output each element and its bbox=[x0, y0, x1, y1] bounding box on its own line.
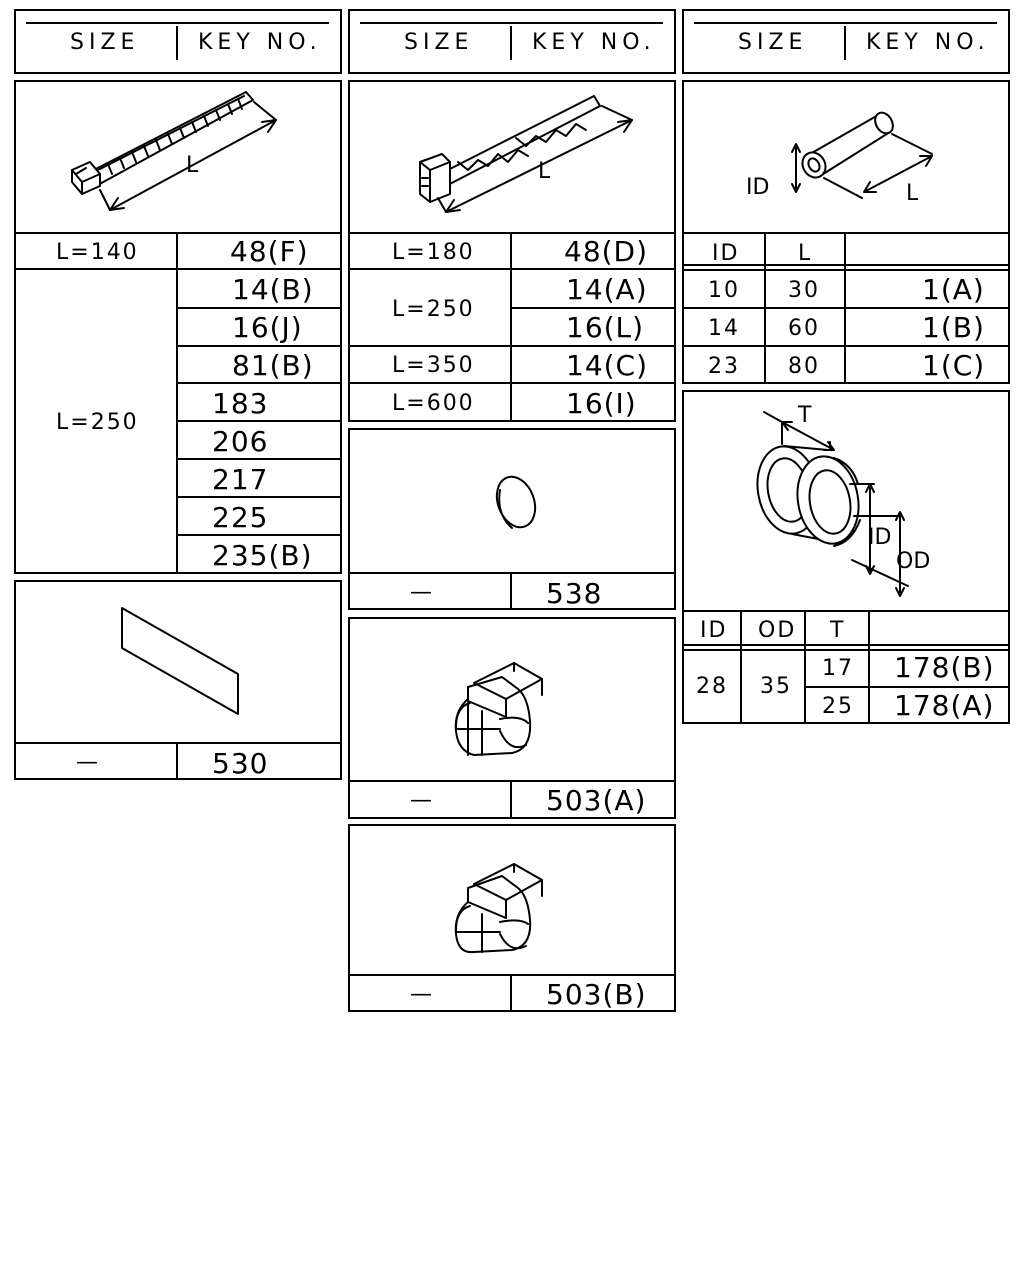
col2-key-14c: 14(C) bbox=[566, 349, 649, 382]
col2-cap-size: — bbox=[410, 580, 434, 605]
col3-grommet-od-label: OD bbox=[896, 549, 931, 574]
col2-clip-a-rule bbox=[348, 780, 676, 782]
col1-row-rule-2 bbox=[176, 307, 342, 309]
col2-table-divider bbox=[510, 232, 512, 422]
col2-key-16i: 16(I) bbox=[566, 387, 637, 420]
col1-table-divider bbox=[176, 232, 178, 574]
col1-key: 16(J) bbox=[232, 311, 303, 344]
col2-key-503a: 503(A) bbox=[546, 784, 647, 817]
col2-size-l600: L=600 bbox=[392, 391, 475, 416]
col1-row-rule-6 bbox=[176, 458, 342, 460]
col2-key: 14(A) bbox=[566, 273, 648, 306]
col1-key: 217 bbox=[212, 463, 269, 496]
col1-size-l140: L=140 bbox=[56, 240, 139, 265]
col2-row-rule-3 bbox=[348, 345, 676, 347]
col1-key-48f: 48(F) bbox=[230, 235, 309, 268]
col3-tube-rule-4 bbox=[682, 345, 1010, 347]
col3-grommet-t: 25 bbox=[822, 694, 854, 719]
col3-tube-l: 60 bbox=[788, 316, 820, 341]
col2-clip-b-rule bbox=[348, 974, 676, 976]
col1-tie-length-label: L bbox=[186, 153, 199, 178]
col1-row-rule-1 bbox=[14, 268, 342, 270]
col3-tube-key: 1(B) bbox=[922, 311, 985, 344]
col2-size-l350: L=350 bbox=[392, 353, 475, 378]
col3-tube-id-label: ID bbox=[746, 175, 770, 200]
col3-grommet-key: 178(A) bbox=[894, 689, 995, 722]
col2-row-rule-4 bbox=[348, 382, 676, 384]
col1-size-header: SIZE bbox=[70, 30, 140, 55]
col1-key: 225 bbox=[212, 501, 269, 534]
col2-cap-image bbox=[348, 428, 676, 610]
col3-grommet-id-label: ID bbox=[868, 525, 892, 550]
col3-grommet-id-header: ID bbox=[700, 618, 728, 643]
col3-header-rule bbox=[694, 22, 997, 24]
col3-key-no-header: KEY NO. bbox=[866, 30, 990, 55]
col1-key: 206 bbox=[212, 425, 269, 458]
col1-row-rule-3 bbox=[176, 345, 342, 347]
col3-tube-l-label: L bbox=[906, 181, 919, 206]
col1-key: 14(B) bbox=[232, 273, 314, 306]
col3-tube-l: 80 bbox=[788, 354, 820, 379]
col1-pad-size: — bbox=[76, 750, 100, 775]
col1-pad-image bbox=[14, 580, 342, 780]
col3-tube-id: 14 bbox=[708, 316, 740, 341]
col1-header-rule bbox=[26, 22, 329, 24]
plug-cap-icon bbox=[350, 430, 678, 612]
col3-grommet-t-label: T bbox=[798, 403, 812, 428]
col3-header-divider bbox=[844, 26, 846, 60]
col2-header-rule bbox=[360, 22, 663, 24]
col2-key-538: 538 bbox=[546, 577, 603, 610]
col2-size-header: SIZE bbox=[404, 30, 474, 55]
col3-grommet-t: 17 bbox=[822, 656, 854, 681]
col2-key-no-header: KEY NO. bbox=[532, 30, 656, 55]
col1-row-rule-7 bbox=[176, 496, 342, 498]
col1-pad-divider bbox=[176, 742, 178, 780]
col1-size-l250: L=250 bbox=[56, 410, 139, 435]
col3-grommet-div-1 bbox=[740, 610, 742, 724]
col3-tube-l-header: L bbox=[798, 241, 813, 266]
col1-row-rule-4 bbox=[176, 382, 342, 384]
col3-tube-l: 30 bbox=[788, 278, 820, 303]
col3-grommet-od: 35 bbox=[760, 674, 792, 699]
col2-row-rule-1 bbox=[348, 268, 676, 270]
col2-cap-rule bbox=[348, 572, 676, 574]
col3-grommet-div-3 bbox=[868, 610, 870, 724]
col2-clip-b-size: — bbox=[410, 982, 434, 1007]
col2-size-l180: L=180 bbox=[392, 240, 475, 265]
col2-clip-b-divider bbox=[510, 974, 512, 1012]
col3-tube-id: 23 bbox=[708, 354, 740, 379]
col3-grommet-key: 178(B) bbox=[894, 651, 995, 684]
col3-tube-key: 1(C) bbox=[922, 349, 986, 382]
col1-key: 235(B) bbox=[212, 539, 313, 572]
col2-row-rule-2 bbox=[510, 307, 676, 309]
grommet-icon bbox=[684, 392, 1012, 616]
col2-key-48d: 48(D) bbox=[564, 235, 649, 268]
col2-clip-a-divider bbox=[510, 780, 512, 819]
col2-size-l250: L=250 bbox=[392, 297, 475, 322]
col3-tube-rule-3 bbox=[682, 307, 1010, 309]
col1-key-530: 530 bbox=[212, 747, 269, 780]
col3-size-header: SIZE bbox=[738, 30, 808, 55]
col3-grommet-div-2 bbox=[804, 610, 806, 724]
col3-tube-id-header: ID bbox=[712, 241, 740, 266]
col3-tube-id: 10 bbox=[708, 278, 740, 303]
col3-grommet-image bbox=[682, 390, 1010, 614]
col2-key: 16(L) bbox=[566, 311, 645, 344]
col1-key-no-header: KEY NO. bbox=[198, 30, 322, 55]
col3-grommet-od-header: OD bbox=[758, 618, 797, 643]
col2-key-503b: 503(B) bbox=[546, 978, 647, 1011]
col2-tie-length-label: L bbox=[538, 159, 551, 184]
col1-row-rule-8 bbox=[176, 534, 342, 536]
col2-cap-divider bbox=[510, 572, 512, 610]
col3-tube-rule-2 bbox=[682, 269, 1010, 271]
adhesive-pad-icon bbox=[16, 582, 344, 782]
col1-key: 183 bbox=[212, 387, 269, 420]
col1-key: 81(B) bbox=[232, 349, 314, 382]
col1-header-divider bbox=[176, 26, 178, 60]
col1-row-rule-5 bbox=[176, 420, 342, 422]
col1-pad-rule bbox=[14, 742, 342, 744]
col3-grommet-rule-3 bbox=[804, 686, 1010, 688]
col3-grommet-id: 28 bbox=[696, 674, 728, 699]
col3-grommet-t-header: T bbox=[830, 618, 846, 643]
col3-grommet-rule-1 bbox=[682, 644, 1010, 646]
col2-clip-a-size: — bbox=[410, 788, 434, 813]
col3-tube-key: 1(A) bbox=[922, 273, 985, 306]
col2-header-divider bbox=[510, 26, 512, 60]
